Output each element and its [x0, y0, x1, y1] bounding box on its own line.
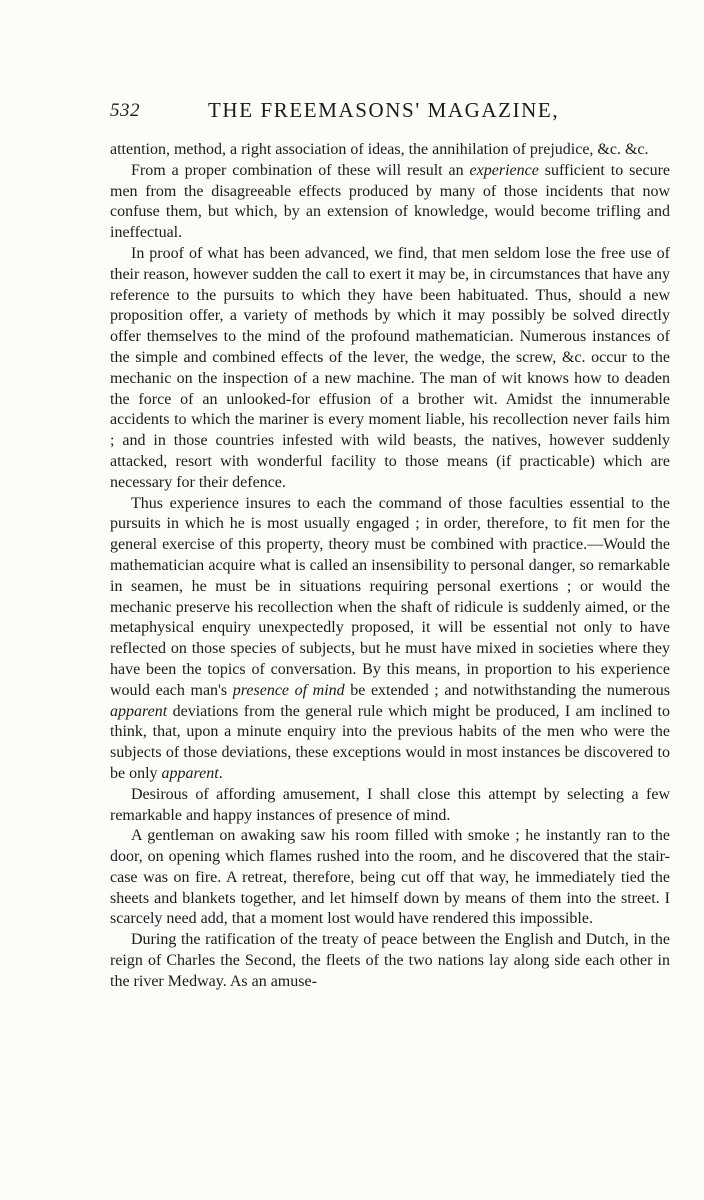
- article-body: [110, 140, 670, 993]
- text-run: Thus experience insures to each the command of those faculties essential to the pursuits in which he is most usually engaged ; in order, therefore, to fit men for the general exercise of this property, theory must be combined with practice.—Would the mathematician acquire what is called an insensibility to personal danger, so remarkable in seamen, he must be in situations requiring personal exertions ; or would the mechanic preserve his recollection when the shaft of ridicule is suddenly aimed, or the metaphysical enquiry unexpectedly proposed, it will be essential not only to have reflected on those species of subjects, but he must have mixed in societies where they have been the topics of conversation. By this means, in proportion to his experience would each man's: [110, 494, 670, 699]
- italic-phrase: presence of mind: [232, 681, 345, 699]
- paragraph-instances-intro: [110, 785, 670, 827]
- text-run: In proof of what has been advanced, we find, that men seldom lose the free use of their reason, however sudden the call to exert it may be, in circumstances that have any reference to the pursuits to which they have been habituated. Thus, should a new proposition offer, a variety of methods by which it may possibly be solved directly offer themselves to the mind of the profound mathematician. Numerous instances of the simple and combined effects of the lever, the wedge, the screw, &c. occur to the mechanic on the inspection of a new machine. The man of wit knows how to deaden the force of an unlooked-for effusion of a brother wit. Amidst the innumerable accidents to which the mariner is every moment liable, his recollection never fails him ; and in those countries infested with wild beasts, the natives, however suddenly attacked, resort with wonderful facility to those means (if practicable) which are necessary for their defence.: [110, 244, 670, 491]
- italic-phrase: apparent: [110, 702, 168, 720]
- italic-phrase: experience: [469, 161, 539, 179]
- page-header: [110, 98, 670, 128]
- paragraph-experience: [110, 161, 670, 244]
- text-run: From a proper combination of these will result an: [131, 161, 470, 179]
- paragraph-proof: [110, 244, 670, 494]
- text-run: sufficient to secure men from the disagreeable effects produced by many of those incidents that now confuse them, but which, by an extension of knowledge, would become trifling and ineffectual.: [110, 161, 671, 242]
- paragraph-theory-practice: [110, 494, 670, 785]
- text-run: Desirous of affording amusement, I shall close this attempt by selecting a few remarkable and happy instances of presence of mind.: [110, 785, 670, 824]
- text-run: .: [218, 764, 223, 782]
- paragraph-fire-anecdote: [110, 826, 670, 930]
- text-run: A gentleman on awaking saw his room filled with smoke ; he instantly ran to the door, on opening which flames rushed into the room, and he discovered that the stair-case was on fire. A retreat, therefore, being cut off that way, he immediately tied the sheets and blankets together, and let himself down by means of them into the street. I scarcely need add, that a moment lost would have rendered this impossible.: [110, 827, 670, 928]
- text-run: deviations from the general rule which might be produced, I am inclined to think, that, upon a minute enquiry into the previous habits of the men who were the subjects of those deviations, these exceptions would in most instances be discovered to be only: [110, 702, 670, 782]
- text-run: attention, method, a right association of ideas, the annihilation of prejudice, &c. &c.: [110, 141, 649, 158]
- page-number: 532: [110, 100, 140, 121]
- running-title: THE FREEMASONS' MAGAZINE,: [208, 98, 560, 122]
- paragraph-treaty-anecdote: [110, 930, 670, 992]
- text-run: During the ratification of the treaty of peace between the English and Dutch, in the reign of Charles the Second, the fleets of the two nations lay along side each other in the river Medway. As an amuse-: [110, 931, 670, 990]
- italic-phrase: apparent: [161, 764, 219, 782]
- paragraph-continued: [110, 140, 670, 161]
- text-run: be extended ; and notwithstanding the numerous: [344, 681, 670, 699]
